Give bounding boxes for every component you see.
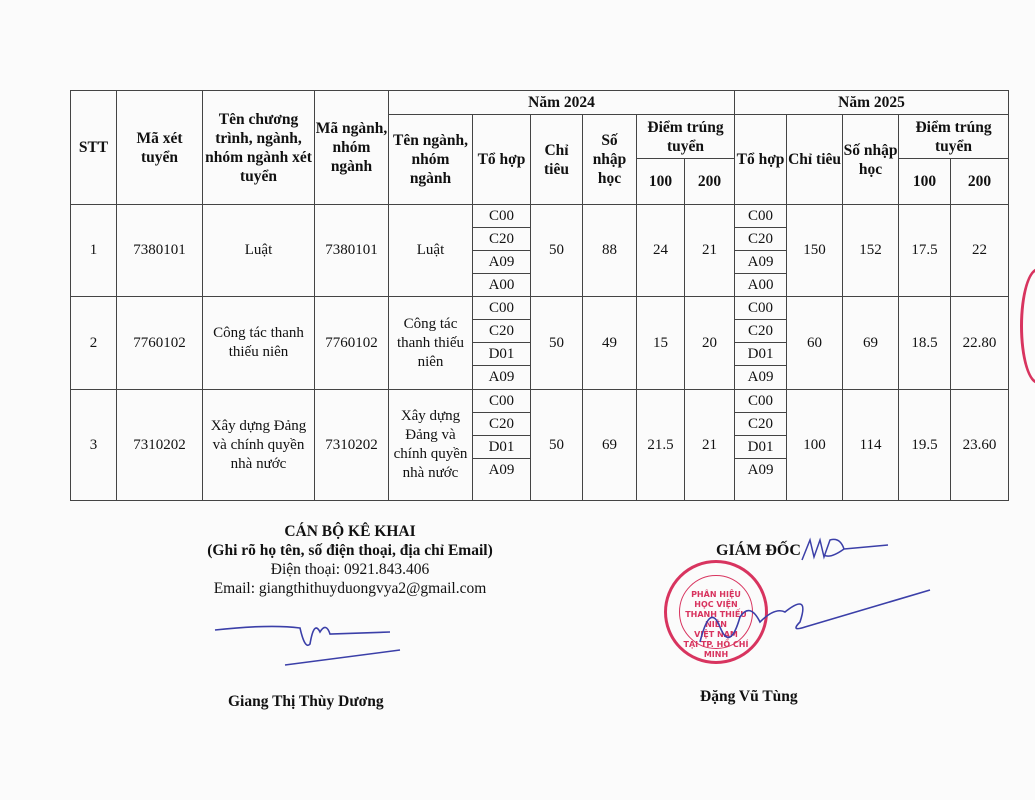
to-hop-code: A09 xyxy=(488,369,515,385)
header-diem-2025: Điểm trúng tuyển xyxy=(899,115,1009,159)
declarant-signature xyxy=(210,610,410,670)
chi-tieu-2025-cell: 150 xyxy=(787,205,843,297)
stamp-text-line: HỌC VIỆN xyxy=(694,600,738,609)
diem-100-2025-cell: 19.5 xyxy=(899,390,951,501)
stamp-text-line: VIỆT NAM xyxy=(694,630,738,639)
ma-xet-tuyen-cell: 7380101 xyxy=(117,205,203,297)
director-initials xyxy=(800,535,890,565)
to-hop-code: C00 xyxy=(735,205,786,228)
ten-chuong-trinh-cell: Xây dựng Đảng và chính quyền nhà nước xyxy=(203,390,315,501)
to-hop-code: C00 xyxy=(735,297,786,320)
to-hop-cell xyxy=(735,205,787,297)
to-hop-code: A09 xyxy=(473,251,530,274)
chi-tieu-2024-cell: 50 xyxy=(531,297,583,390)
diem-200-2024-cell: 21 xyxy=(685,205,735,297)
director-title: GIÁM ĐỐC xyxy=(716,542,801,559)
diem-200-2025-cell: 22 xyxy=(951,205,1009,297)
header-chi-tieu-2025: Chỉ tiêu xyxy=(787,115,843,205)
stamp-text-line: TẠI TP. HỒ CHÍ MINH xyxy=(683,640,749,659)
header-so-nhap-hoc-2024: Số nhập học xyxy=(583,115,637,205)
to-hop-code: C20 xyxy=(473,228,530,251)
so-nhap-hoc-2024-cell: 69 xyxy=(583,390,637,501)
diem-200-2025-cell: 23.60 xyxy=(951,390,1009,501)
to-hop-code: D01 xyxy=(473,343,530,366)
diem-100-2024-cell: 21.5 xyxy=(637,390,685,501)
diem-200-2024-cell: 21 xyxy=(685,390,735,501)
so-nhap-hoc-2025-cell: 69 xyxy=(843,297,899,390)
table-row xyxy=(71,297,1009,390)
to-hop-code: C20 xyxy=(473,320,530,343)
to-hop-code: C20 xyxy=(735,228,786,251)
stamp-text-line: PHÂN HIỆU xyxy=(691,590,741,599)
to-hop-code: C20 xyxy=(735,413,786,436)
to-hop-code: A00 xyxy=(747,277,774,293)
to-hop-cell xyxy=(735,297,787,390)
declarant-phone: Điện thoại: 0921.843.406 xyxy=(270,561,430,578)
ten-chuong-trinh-cell: Luật xyxy=(203,205,315,297)
to-hop-code: A09 xyxy=(488,462,515,478)
header-so-nhap-hoc-2025: Số nhập học xyxy=(843,115,899,205)
diem-200-2024-cell: 20 xyxy=(685,297,735,390)
stt-cell: 2 xyxy=(71,297,117,390)
header-to-hop-2024: Tổ hợp xyxy=(473,115,531,205)
header-100-2024: 100 xyxy=(637,159,685,205)
to-hop-code: C00 xyxy=(473,205,530,228)
to-hop-cell xyxy=(473,205,531,297)
to-hop-code: D01 xyxy=(735,343,786,366)
to-hop-cell xyxy=(473,390,531,501)
diem-100-2024-cell: 15 xyxy=(637,297,685,390)
to-hop-cell xyxy=(735,390,787,501)
header-100-2025: 100 xyxy=(899,159,951,205)
declarant-title: CÁN BỘ KÊ KHAI xyxy=(284,523,416,540)
header-diem-2024: Điểm trúng tuyển xyxy=(637,115,735,159)
header-ma-xet-tuyen: Mã xét tuyển xyxy=(117,91,203,205)
so-nhap-hoc-2024-cell: 88 xyxy=(583,205,637,297)
diem-100-2025-cell: 17.5 xyxy=(899,205,951,297)
ma-nganh-cell: 7310202 xyxy=(315,390,389,501)
declarant-note: (Ghi rõ họ tên, số điện thoại, địa chỉ Email) xyxy=(207,542,493,559)
diem-200-2025-cell: 22.80 xyxy=(951,297,1009,390)
ma-nganh-cell: 7380101 xyxy=(315,205,389,297)
ten-nganh-cell: Công tác thanh thiếu niên xyxy=(389,297,473,390)
to-hop-code: C00 xyxy=(735,390,786,413)
header-200-2024: 200 xyxy=(685,159,735,205)
to-hop-code: C20 xyxy=(735,320,786,343)
ten-nganh-cell: Xây dựng Đảng và chính quyền nhà nước xyxy=(389,390,473,501)
stamp-text-line: THANH THIẾU NIÊN xyxy=(685,610,747,629)
header-stt: STT xyxy=(71,91,117,205)
to-hop-code: A00 xyxy=(488,277,515,293)
to-hop-code: D01 xyxy=(735,436,786,459)
ten-chuong-trinh-cell: Công tác thanh thiếu niên xyxy=(203,297,315,390)
table-row xyxy=(71,205,1009,297)
header-ma-nganh: Mã ngành, nhóm ngành xyxy=(315,91,389,205)
so-nhap-hoc-2025-cell: 114 xyxy=(843,390,899,501)
so-nhap-hoc-2025-cell: 152 xyxy=(843,205,899,297)
to-hop-code: A09 xyxy=(735,251,786,274)
chi-tieu-2025-cell: 100 xyxy=(787,390,843,501)
ma-xet-tuyen-cell: 7760102 xyxy=(117,297,203,390)
declarant-email: Email: giangthithuyduongvya2@gmail.com xyxy=(213,580,487,597)
header-nam-2025: Năm 2025 xyxy=(735,91,1009,115)
stt-cell: 3 xyxy=(71,390,117,501)
diem-100-2024-cell: 24 xyxy=(637,205,685,297)
ten-nganh-cell: Luật xyxy=(389,205,473,297)
to-hop-code: A09 xyxy=(747,462,774,478)
so-nhap-hoc-2024-cell: 49 xyxy=(583,297,637,390)
declarant-block xyxy=(150,522,550,598)
chi-tieu-2024-cell: 50 xyxy=(531,205,583,297)
diem-100-2025-cell: 18.5 xyxy=(899,297,951,390)
header-ten-nganh: Tên ngành, nhóm ngành xyxy=(389,115,473,205)
edge-stamp-fragment xyxy=(1020,268,1035,384)
table-row xyxy=(71,390,1009,501)
header-to-hop-2025: Tổ hợp xyxy=(735,115,787,205)
to-hop-code: A09 xyxy=(747,369,774,385)
to-hop-code: C00 xyxy=(473,390,530,413)
director-name: Đặng Vũ Tùng xyxy=(700,688,798,705)
to-hop-code: C00 xyxy=(473,297,530,320)
stt-cell: 1 xyxy=(71,205,117,297)
chi-tieu-2024-cell: 50 xyxy=(531,390,583,501)
chi-tieu-2025-cell: 60 xyxy=(787,297,843,390)
declarant-name: Giang Thị Thùy Dương xyxy=(228,693,384,710)
admission-table xyxy=(70,90,1009,501)
ma-xet-tuyen-cell: 7310202 xyxy=(117,390,203,501)
to-hop-cell xyxy=(473,297,531,390)
director-signature xyxy=(690,582,940,672)
ma-nganh-cell: 7760102 xyxy=(315,297,389,390)
to-hop-code: C20 xyxy=(473,413,530,436)
header-nam-2024: Năm 2024 xyxy=(389,91,735,115)
to-hop-code: D01 xyxy=(473,436,530,459)
header-chi-tieu-2024: Chỉ tiêu xyxy=(531,115,583,205)
header-200-2025: 200 xyxy=(951,159,1009,205)
header-ten-chuong-trinh: Tên chương trình, ngành, nhóm ngành xét tuyển xyxy=(203,91,315,205)
